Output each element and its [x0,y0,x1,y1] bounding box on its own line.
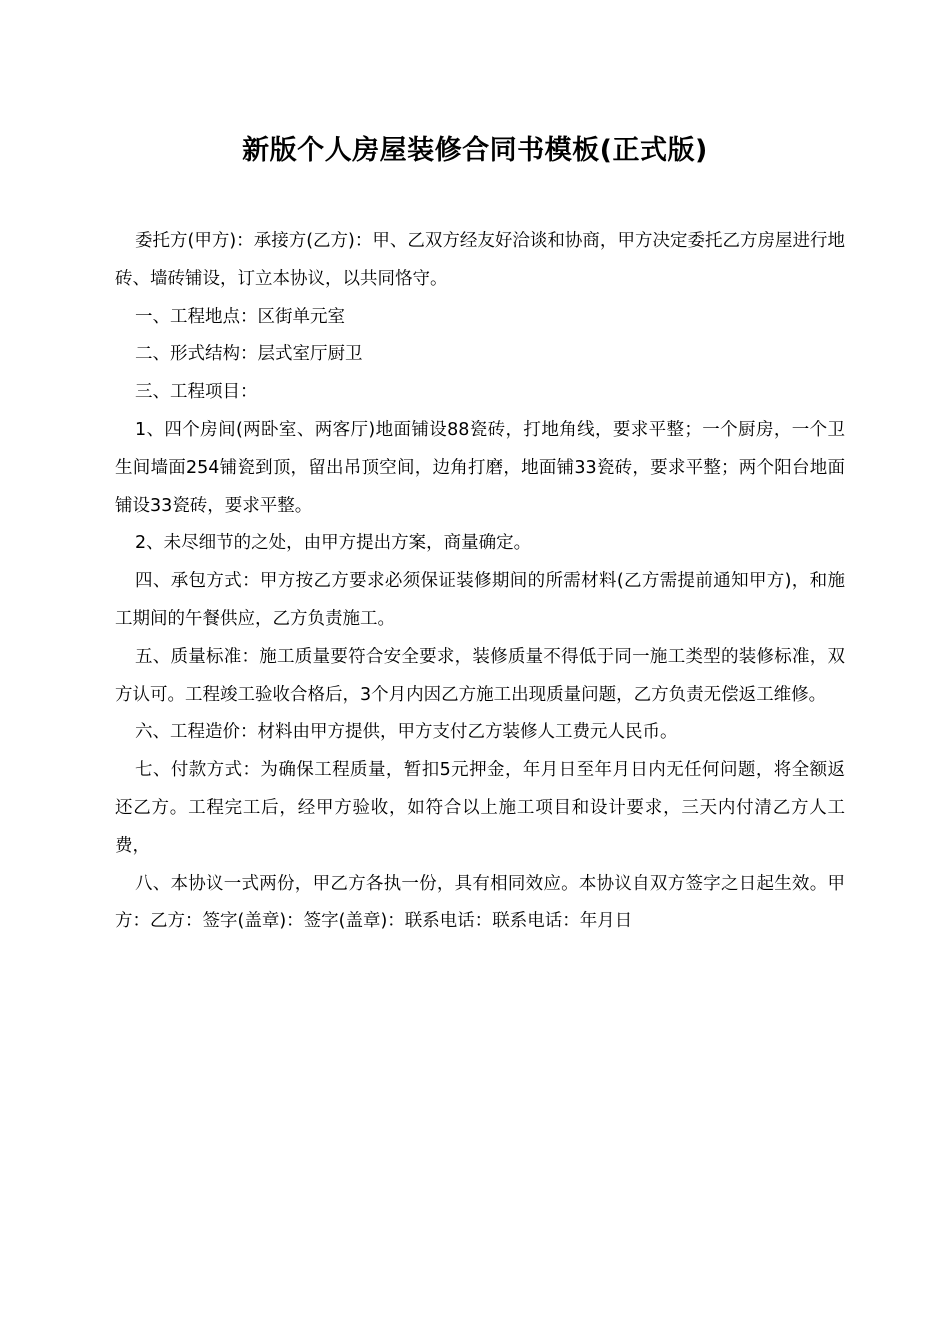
paragraph-project-items: 三、工程项目： [135,382,258,403]
paragraph-agreement-copies: 八、本协议一式两份，甲乙方各执一份，具有相同效应。本协议自双方签字之日起生效。甲方：乙方：签字(盖章)：签字(盖章)：联系电话：联系电话：年月日 [115,873,845,932]
paragraph-contract-method: 四、承包方式：甲方按乙方要求必须保证装修期间的所需材料(乙方需提前通知甲方)，和施工期间的午餐供应，乙方负责施工。 [115,571,845,629]
paragraph-payment-method: 七、付款方式：为确保工程质量，暂扣5元押金，年月日至年月日内无任何问题，将全额返还乙方。工程完工后，经甲方验收，如符合以上施工项目和设计要求，三天内付清乙方人工费， [115,760,845,856]
paragraph-intro: 委托方(甲方)：承接方(乙方)：甲、乙双方经友好洽谈和协商，甲方决定委托乙方房屋进行地砖、墙砖铺设，订立本协议，以共同恪守。 [115,231,845,289]
paragraph-item-1: 1、四个房间(两卧室、两客厅)地面铺设88瓷砖，打地角线，要求平整；一个厨房，一个卫生间墙面254铺瓷到顶，留出吊顶空间，边角打磨，地面铺33瓷砖，要求平整；两个阳台地面铺设33瓷砖，要求平整。 [115,419,845,516]
paragraph-structure: 二、形式结构：层式室厅厨卫 [135,344,363,365]
paragraph-project-cost: 六、工程造价：材料由甲方提供，甲方支付乙方装修人工费元人民币。 [135,722,678,743]
paragraph-item-2: 2、未尽细节的之处，由甲方提出方案，商量确定。 [135,533,532,554]
document-title: 新版个人房屋装修合同书模板(正式版) [242,135,708,166]
paragraph-project-location: 一、工程地点：区街单元室 [135,306,345,327]
document-body [115,223,845,941]
paragraph-quality-standard: 五、质量标准：施工质量要符合安全要求，装修质量不得低于同一施工类型的装修标准，双方认可。工程竣工验收合格后，3个月内因乙方施工出现质量问题，乙方负责无偿返工维修。 [115,646,845,705]
